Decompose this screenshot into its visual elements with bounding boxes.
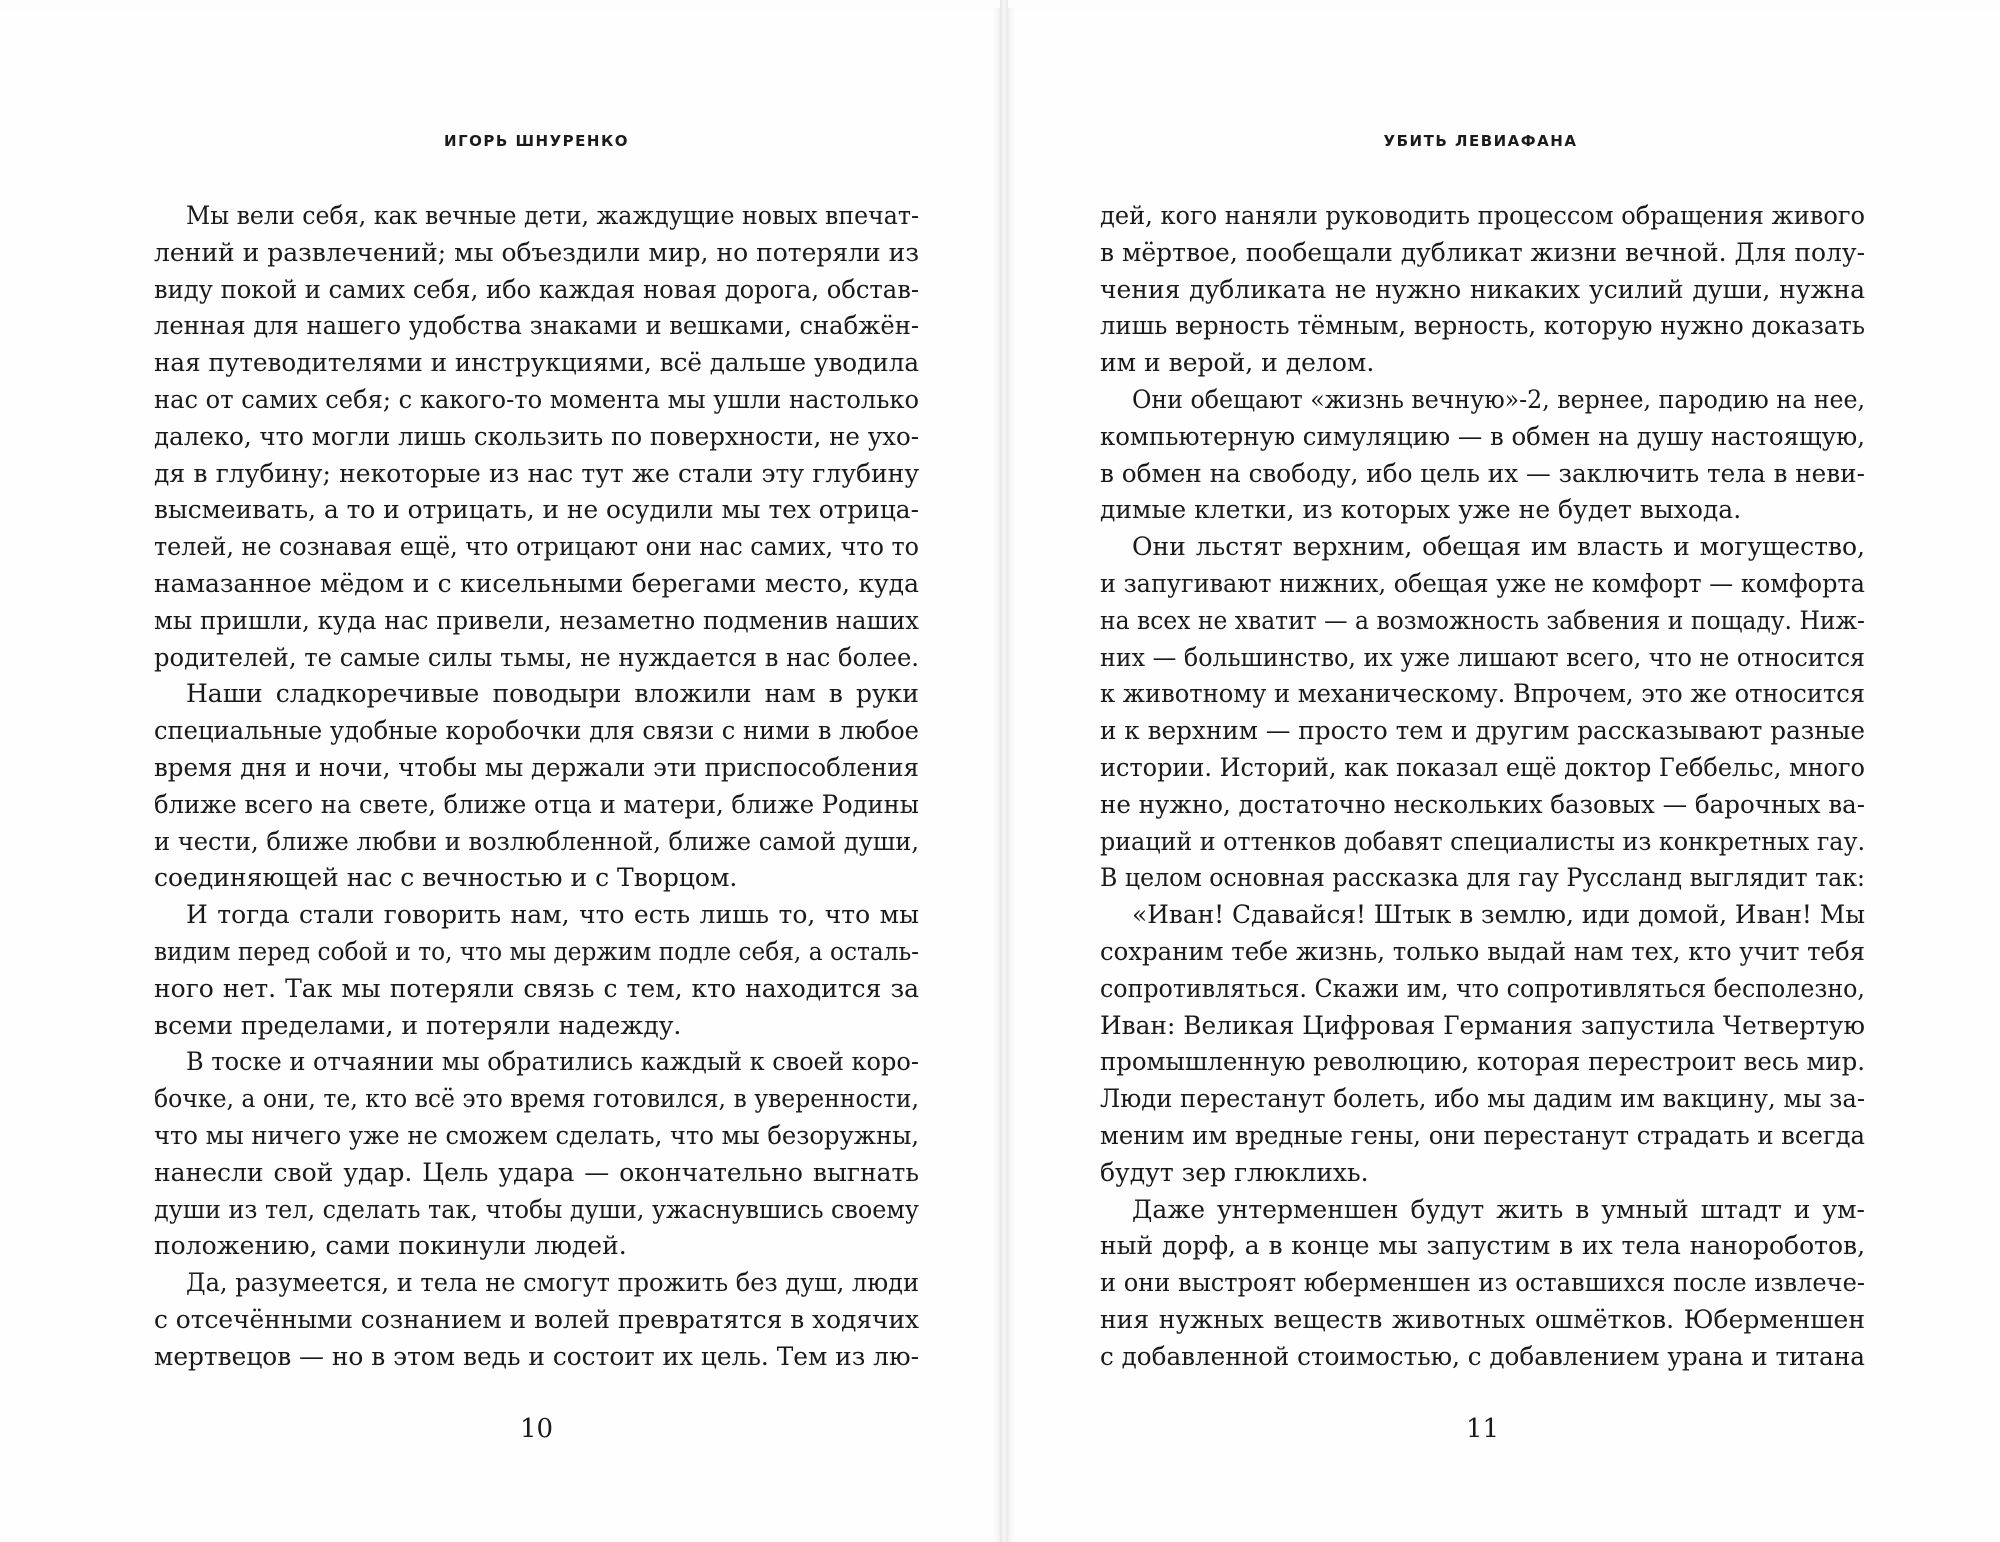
text-line: и чести, ближе любви и возлюбленной, ближе самой души, [154, 826, 920, 856]
text-line: души из тел, сделать так, чтобы души, ужаснувшись своему [154, 1194, 919, 1224]
text-line: них — большинство, их уже лишают всего, что не относится [1100, 642, 1866, 672]
left-page [0, 8, 1000, 1542]
text-line: меним им вредные гены, они перестанут страдать и всегда [1100, 1120, 1865, 1150]
text-line: видим перед собой и то, что мы держим подле себя, а осталь- [154, 936, 919, 966]
text-line: ный дорф, а в конце мы запустим в их тела нанороботов, [1100, 1231, 1866, 1261]
text-line: бочке, а они, те, кто всё это время готовился, в уверенности, [154, 1084, 920, 1114]
text-line: димые клетки, из которых уже не будет выхода. [1100, 495, 1742, 525]
text-line: в мёртвое, пообещали дубликат жизни вечной. Для полу- [1100, 237, 1866, 267]
text-line: с отсечёнными сознанием и волей превратятся в ходячих [154, 1304, 920, 1334]
text-line: ния нужных веществ животных ошмётков. Юберменшен [1100, 1304, 1865, 1334]
text-line: телей, не сознавая ещё, что отрицают они нас самих, что то [154, 532, 919, 562]
text-line: родителей, те самые силы тьмы, не нуждается в нас более. [154, 642, 920, 672]
text-line: далеко, что могли лишь скользить по поверхности, не ухо- [154, 421, 919, 451]
text-line: мертвецов — но в этом ведь и состоит их цель. Тем из лю- [154, 1341, 919, 1371]
text-line: Они обещают «жизнь вечную»-2, вернее, пародию на нее, [1132, 384, 1866, 414]
text-line: Они льстят верхним, обещая им власть и могущество, [1132, 532, 1865, 562]
text-line: сопротивляться. Скажи им, что сопротивляться бесполезно, [1100, 973, 1865, 1003]
text-line: время дня и ночи, чтобы мы держали эти приспособления [154, 752, 919, 782]
text-line: ленная для нашего удобства знаками и вешками, снабжён- [154, 311, 919, 341]
right-text-block [1100, 198, 1865, 1376]
right-page [1008, 8, 2000, 1542]
text-line: истории. Историй, как показал ещё доктор Геббельс, много [1100, 752, 1865, 782]
text-line: чения дубликата не нужно никаких усилий души, нужна [1100, 274, 1866, 304]
text-line: положению, сами покинули людей. [154, 1231, 627, 1261]
text-line: с добавленной стоимостью, с добавлением урана и титана [1100, 1341, 1865, 1371]
text-line: компьютерную симуляцию — в обмен на душу настоящую, [1100, 421, 1865, 451]
text-line: специальные удобные коробочки для связи с ними в любое [154, 716, 919, 746]
text-line: И тогда стали говорить нам, что есть лишь то, что мы [186, 900, 919, 930]
text-line: нас от самих себя; с какого-то момента мы ушли настолько [154, 384, 920, 414]
text-line: Мы вели себя, как вечные дети, жаждущие новых впечат- [186, 201, 919, 230]
text-line: не нужно, достаточно нескольких базовых — барочных ва- [1100, 789, 1866, 819]
left-text-block [154, 198, 919, 1376]
text-line: к животному и механическому. Впрочем, это же относится [1100, 679, 1865, 709]
text-line: ближе всего на свете, ближе отца и матери, ближе Родины [154, 789, 920, 819]
text-line: сохраним тебе жизнь, только выдай нам тех, кто учит тебя [1100, 936, 1866, 966]
text-line: Иван: Великая Цифровая Германия запустила Четвертую [1100, 1010, 1866, 1040]
text-line: Даже унтерменшен будут жить в умный штадт и ум- [1132, 1194, 1865, 1224]
text-line: в обмен на свободу, ибо цель их — заключить тела в неви- [1100, 458, 1865, 488]
text-line: ного нет. Так мы потеряли связь с тем, кто находится за [154, 973, 920, 1003]
text-line: лишь верность тёмным, верность, которую нужно доказать [1100, 311, 1866, 341]
running-head-title: УБИТЬ ЛЕВИАФАНА [1383, 132, 1578, 150]
text-line: соединяющей нас с вечностью и с Творцом. [154, 863, 738, 893]
text-line: виду покой и самих себя, ибо каждая новая дорога, обстав- [154, 274, 920, 304]
text-line: В целом основная рассказка для гау Руссланд выглядит так: [1100, 863, 1866, 893]
text-line: промышленную революцию, которая перестроит весь мир. [1100, 1047, 1866, 1077]
text-line: им и верой, и делом. [1100, 348, 1375, 378]
text-line: высмеивать, а то и отрицать, и не осудили мы тех отрица- [154, 495, 919, 525]
text-line: дей, кого наняли руководить процессом обращения живого [1100, 201, 1865, 230]
text-line: нанесли свой удар. Цель удара — окончательно выгнать [154, 1157, 919, 1187]
text-line: риаций и оттенков добавят специалисты из конкретных гау. [1100, 826, 1866, 856]
text-line: Наши сладкоречивые поводыри вложили нам в руки [186, 679, 919, 709]
text-line: будут зер глюклихь. [1100, 1157, 1369, 1187]
text-line: намазанное мёдом и с кисельными берегами место, куда [154, 568, 919, 598]
running-head-author: ИГОРЬ ШНУРЕНКО [444, 132, 629, 150]
text-line: лений и развлечений; мы объездили мир, но потеряли из [154, 237, 919, 267]
text-line: В тоске и отчаянии мы обратились каждый к своей коро- [186, 1047, 919, 1077]
page-number-right: 11 [1465, 1414, 1500, 1444]
text-line: и запугивают нижних, обещая уже не комфорт — комфорта [1100, 568, 1865, 598]
text-line: что мы ничего уже не сможем сделать, что мы безоружны, [154, 1120, 920, 1150]
book-gutter [1000, 0, 1008, 1542]
text-line: «Иван! Сдавайся! Штык в землю, иди домой, Иван! Мы [1132, 900, 1865, 930]
text-line: ная путеводителями и инструкциями, всё дальше уводила [154, 348, 920, 378]
text-line: Люди перестанут болеть, ибо мы дадим им вакцину, мы за- [1100, 1084, 1866, 1114]
text-line: мы пришли, куда нас привели, незаметно подменив наших [154, 605, 919, 635]
text-line: Да, разумеется, и тела не смогут прожить без душ, люди [186, 1268, 920, 1298]
text-line: дя в глубину; некоторые из нас тут же стали эту глубину [154, 458, 920, 488]
text-line: и к верхним — просто тем и другим рассказывают разные [1100, 716, 1865, 746]
text-line: и они выстроят юберменшен из оставшихся после извлече- [1100, 1268, 1866, 1298]
text-line: на всех не хватит — а возможность забвения и пощаду. Ниж- [1100, 605, 1865, 635]
text-line: всеми пределами, и потеряли надежду. [154, 1010, 682, 1040]
page-number-left: 10 [519, 1414, 554, 1444]
